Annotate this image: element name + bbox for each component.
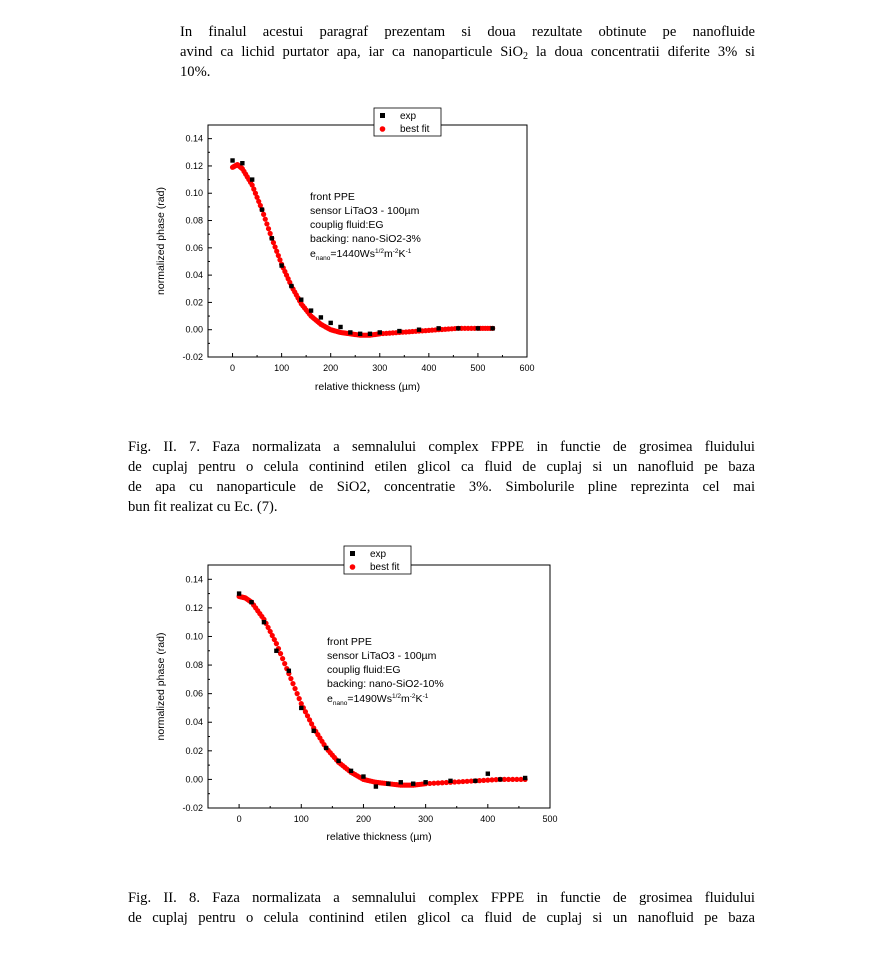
- exp-point: [411, 782, 415, 786]
- x-tick-label: 0: [236, 814, 242, 824]
- annotation-line: front PPE: [327, 636, 372, 648]
- legend-fit-marker: [350, 564, 356, 570]
- caption-2-line-2: de cuplaj pentru o celula continind etilen glicol ca fluid de cuplaj si un nanofluid pe baza: [128, 910, 755, 926]
- y-tick-label: 0.00: [185, 774, 203, 785]
- exp-point: [361, 774, 365, 778]
- x-tick-label: 100: [274, 363, 290, 373]
- fit-point-dense: [290, 681, 295, 686]
- exp-point: [299, 706, 303, 710]
- legend-exp-marker: [350, 551, 355, 556]
- exp-point: [262, 620, 266, 624]
- caption-1-line-2: de cuplaj pentru o celula continind etilen glicol ca fluid de cuplaj si un nanofluid pe baza: [128, 459, 755, 475]
- legend-fit-label: best fit: [370, 562, 400, 573]
- exp-point: [336, 759, 340, 763]
- fit-point: [274, 641, 279, 646]
- exp-point: [374, 784, 378, 788]
- y-tick-label: 0.14: [185, 574, 203, 585]
- y-tick-label: 0.08: [185, 215, 203, 226]
- intro-line-1: In finalul acestui paragraf prezentam si doua rezultate obtinute pe nanofluide: [180, 24, 755, 40]
- caption-1-line-4: bun fit realizat cu Ec. (7).: [128, 499, 278, 515]
- annotation-effusivity: $e_{nano}=1440Ws^{1/2}m^{-2}K^{-1}$: [310, 248, 412, 262]
- exp-point: [486, 771, 490, 775]
- exp-point: [523, 776, 527, 780]
- x-tick-label: 600: [519, 363, 535, 373]
- figure-1-caption: [128, 437, 755, 517]
- exp-point: [287, 669, 291, 673]
- caption-1-line-3: de apa cu nanoparticule de SiO2, concentratie 3%. Simbolurile pline reprezinta cel mai: [128, 479, 755, 495]
- x-tick-label: 300: [372, 363, 388, 373]
- exp-point: [237, 591, 241, 595]
- y-tick-label: 0.10: [185, 631, 203, 642]
- fit-point-dense: [297, 696, 302, 701]
- annotation-line: backing: nano-SiO2-3%: [310, 233, 421, 245]
- x-tick-label: 500: [470, 363, 486, 373]
- exp-point: [386, 782, 390, 786]
- intro-line-2-tail: la doua concentratii diferite 3% si: [528, 44, 755, 60]
- annotation-effusivity: $e_{nano}=1490Ws^{1/2}m^{-2}K^{-1}$: [327, 693, 429, 707]
- fit-point-dense: [292, 686, 297, 691]
- y-tick-label: 0.06: [185, 242, 203, 253]
- y-tick-label: -0.02: [182, 352, 203, 362]
- x-tick-label: 400: [480, 814, 496, 824]
- x-tick-label: 200: [323, 363, 339, 373]
- exp-point: [324, 746, 328, 750]
- y-tick-label: 0.10: [185, 188, 203, 199]
- annotation-line: backing: nano-SiO2-10%: [327, 678, 444, 690]
- x-tick-label: 400: [421, 363, 437, 373]
- fit-point-dense: [280, 656, 285, 661]
- annotation-line: front PPE: [310, 191, 355, 203]
- y-tick-label: 0.02: [185, 745, 203, 756]
- exp-point: [448, 779, 452, 783]
- fit-point-dense: [295, 691, 300, 696]
- caption-2-line-1: Fig. II. 8. Faza normalizata a semnalului complex FPPE in functie de grosimea fluidului: [128, 890, 755, 906]
- y-axis-label: normalized phase (rad): [155, 187, 167, 295]
- x-axis-label: relative thickness (µm): [314, 381, 421, 393]
- y-tick-label: 0.04: [185, 270, 203, 281]
- exp-point: [473, 779, 477, 783]
- y-tick-label: 0.06: [185, 688, 203, 699]
- exp-point: [249, 600, 253, 604]
- exp-point: [423, 780, 427, 784]
- annotation-line: sensor LiTaO3 - 100µm: [327, 650, 437, 662]
- fit-point-dense: [288, 676, 293, 681]
- x-axis-label: relative thickness (µm): [326, 831, 432, 843]
- x-tick-label: 500: [542, 814, 558, 824]
- figure-2-caption: [128, 888, 755, 928]
- legend-2: [344, 546, 411, 574]
- y-tick-label: -0.02: [182, 803, 203, 813]
- fit-point-dense: [278, 651, 283, 656]
- annotation-line: couplig fluid:EG: [310, 219, 384, 231]
- intro-line-2-text: avind ca lichid purtator apa, iar ca nanoparticule SiO: [180, 44, 524, 60]
- annotation-line: couplig fluid:EG: [327, 664, 401, 676]
- x-tick-label: 0: [230, 363, 236, 373]
- y-tick-label: 0.02: [185, 297, 203, 308]
- x-tick-label: 300: [418, 814, 434, 824]
- y-tick-label: 0.12: [185, 602, 203, 613]
- y-axis-label: normalized phase (rad): [155, 632, 167, 741]
- y-tick-label: 0.14: [185, 133, 203, 144]
- exp-point: [498, 777, 502, 781]
- y-tick-label: 0.00: [185, 324, 203, 335]
- exp-point: [274, 649, 278, 653]
- intro-line-3: 10%.: [180, 64, 211, 80]
- annotation-line: sensor LiTaO3 - 100µm: [310, 205, 420, 217]
- fit-point-dense: [282, 661, 287, 666]
- y-tick-label: 0.08: [185, 660, 203, 671]
- y-tick-label: 0.04: [185, 717, 203, 728]
- x-tick-label: 200: [355, 814, 371, 824]
- x-tick-label: 100: [293, 814, 309, 824]
- legend-fit-label: best fit: [400, 124, 430, 135]
- legend-exp-label: exp: [400, 111, 417, 122]
- legend-exp-label: exp: [370, 549, 387, 560]
- y-tick-label: 0.12: [185, 160, 203, 171]
- intro-subscript: 2: [523, 51, 529, 62]
- exp-point: [312, 729, 316, 733]
- exp-point: [399, 780, 403, 784]
- caption-1-line-1: Fig. II. 7. Faza normalizata a semnalului complex FPPE in functie de grosimea fluidului: [128, 439, 755, 455]
- exp-point: [349, 769, 353, 773]
